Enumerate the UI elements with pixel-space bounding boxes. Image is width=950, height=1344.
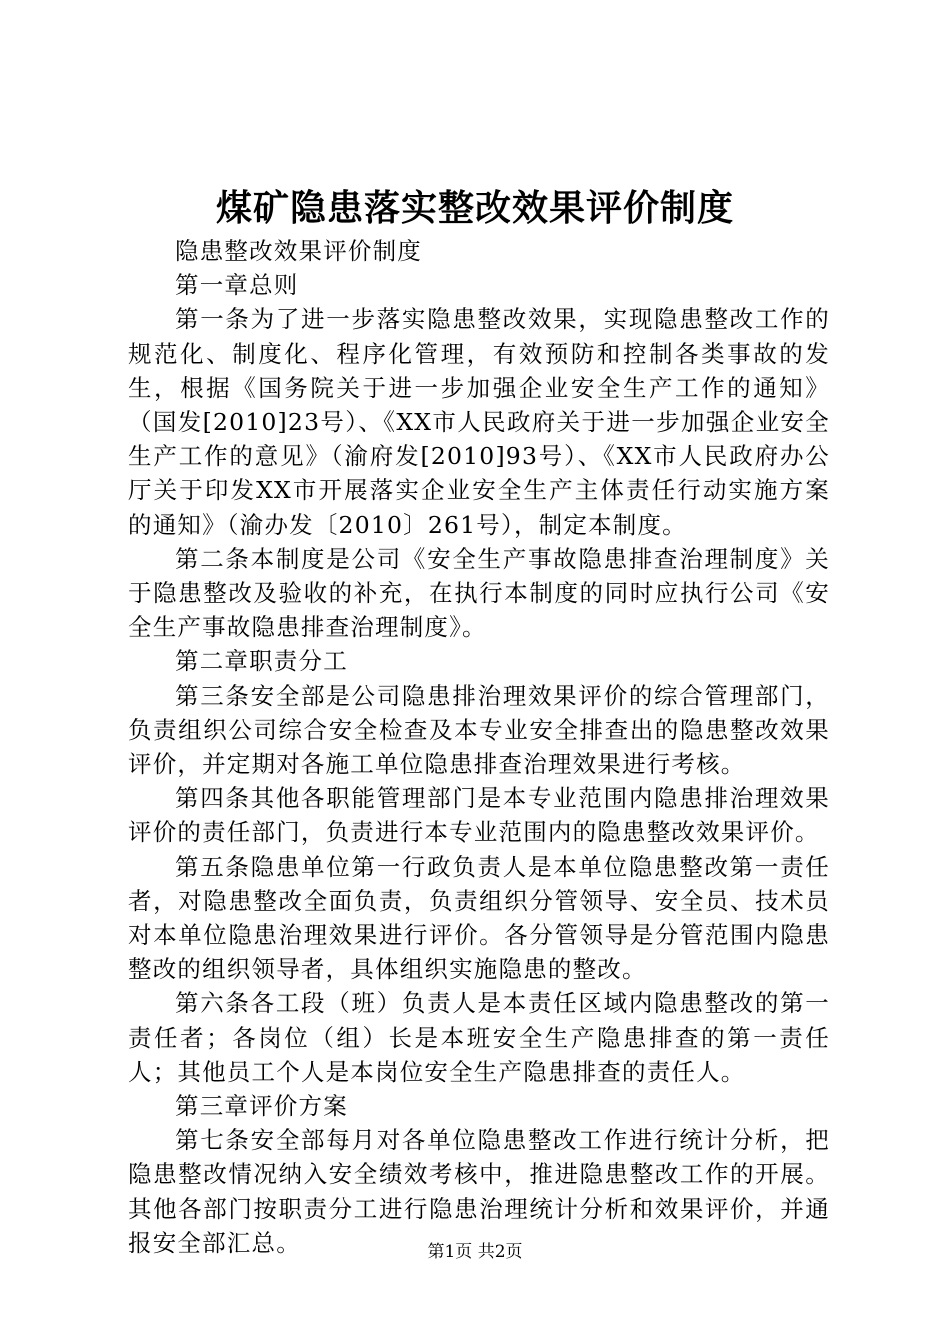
chapter-heading: 第一章总则 [175,271,299,300]
section-heading: 隐患整改效果评价制度 [175,237,422,265]
chapter-heading: 第二章职责分工 [175,647,348,676]
chapter-heading: 第三章评价方案 [175,1092,348,1121]
document-title: 煤矿隐患落实整改效果评价制度 [215,187,734,229]
article-paragraph: 第二条本制度是公司《安全生产事故隐患排查治理制度》关于隐患整改及验收的补充，在执行本制度的同时应执行公司《安全生产事故隐患排查治理制度》。 [128,544,830,642]
article-paragraph: 第一条为了进一步落实隐患整改效果，实现隐患整改工作的规范化、制度化、程序化管理，有效预防和控制各类事故的发生，根据《国务院关于进一步加强企业安全生产工作的通知》（国发[2010]23号）、《XX市人民政府关于进一步加强企业安全生产工作的意见》（渝府发[2010]93号）、《XX市人民政府办公厅关于印发XX市开展落实企业安全生产主体责任行动实施方案的通知》（渝办发〔2010〕261号），制定本制度。 [128,305,830,539]
document-body [128,234,830,1260]
page-number-footer: 第1页 共2页 [427,1242,523,1262]
article-paragraph: 第四条其他各职能管理部门是本专业范围内隐患排治理效果评价的责任部门，负责进行本专业范围内的隐患整改效果评价。 [128,784,830,847]
article-paragraph: 第七条安全部每月对各单位隐患整改工作进行统计分析，把隐患整改情况纳入安全绩效考核中，推进隐患整改工作的开展。其他各部门按职责分工进行隐患治理统计分析和效果评价，并通报安全部汇总。 [128,1126,830,1257]
article-paragraph: 第三条安全部是公司隐患排治理效果评价的综合管理部门，负责组织公司综合安全检查及本专业安全排查出的隐患整改效果评价，并定期对各施工单位隐患排查治理效果进行考核。 [128,681,830,779]
article-paragraph: 第五条隐患单位第一行政负责人是本单位隐患整改第一责任者，对隐患整改全面负责，负责组织分管领导、安全员、技术员对本单位隐患治理效果进行评价。各分管领导是分管范围内隐患整改的组织领导者，具体组织实施隐患的整改。 [128,852,830,984]
article-paragraph: 第六条各工段（班）负责人是本责任区域内隐患整改的第一责任者；各岗位（组）长是本班安全生产隐患排查的第一责任人；其他员工个人是本岗位安全生产隐患排查的责任人。 [128,989,830,1086]
